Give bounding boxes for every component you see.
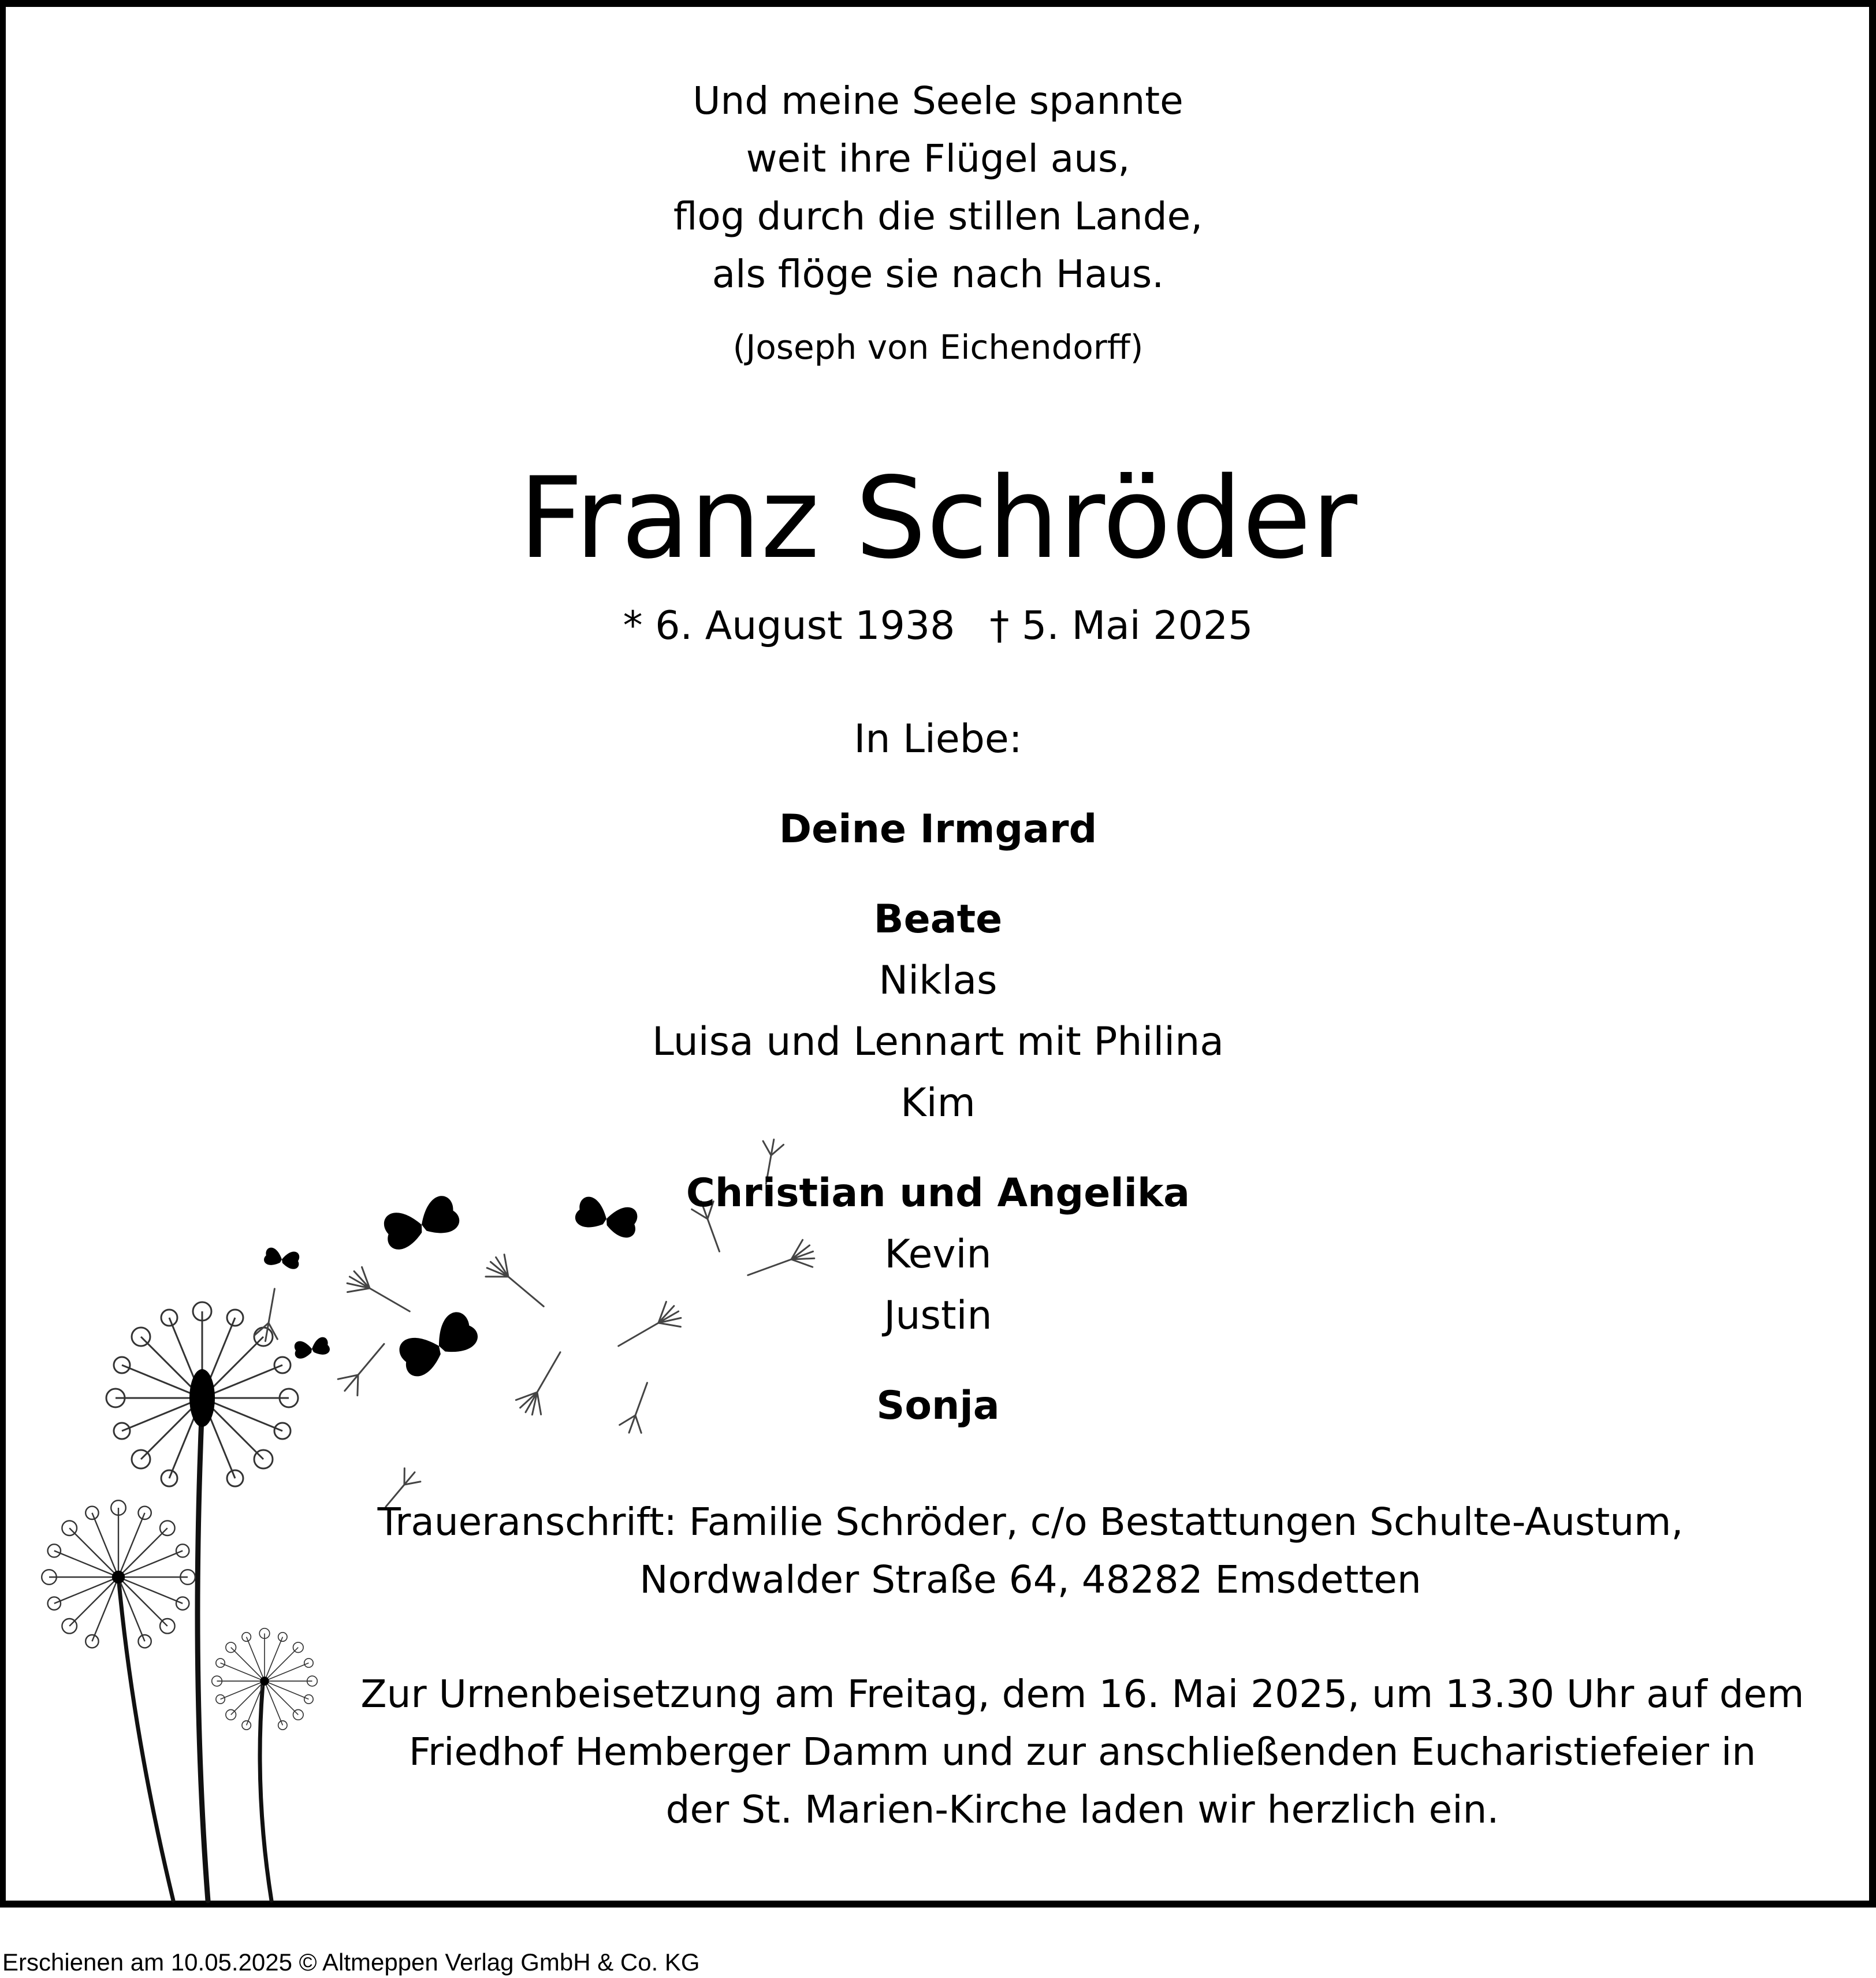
mourner-name: Niklas [879, 958, 997, 1003]
poem-author: (Joseph von Eichendorff) [732, 328, 1144, 367]
poem-line: als flöge sie nach Haus. [712, 252, 1164, 296]
ceremony-info: der St. Marien-Kirche laden wir herzlich ein. [665, 1787, 1499, 1832]
mourner-name: Deine Irmgard [779, 806, 1097, 852]
poem-line: flog durch die stillen Lande, [673, 194, 1203, 239]
mourner-name: Christian und Angelika [686, 1170, 1190, 1216]
publication-footer: Erschienen am 10.05.2025 © Altmeppen Verlag GmbH & Co. KG [2, 1949, 700, 1976]
poem-line: weit ihre Flügel aus, [746, 136, 1130, 181]
ceremony-info: Friedhof Hemberger Damm und zur anschließenden Eucharistiefeier in [408, 1730, 1756, 1774]
mourner-name: Beate [873, 897, 1003, 942]
mourners-intro: In Liebe: [854, 716, 1022, 762]
poem-line: Und meine Seele spannte [693, 79, 1183, 123]
butterfly-icon [293, 1336, 330, 1359]
mourner-name: Kevin [884, 1232, 992, 1277]
birth-date: * 6. August 1938 [623, 603, 955, 649]
mourner-name: Luisa und Lennart mit Philina [652, 1019, 1224, 1065]
deceased-name: Franz Schröder [519, 453, 1357, 583]
condolence-address: Nordwalder Straße 64, 48282 Emsdetten [639, 1557, 1421, 1602]
life-dates [0, 603, 1876, 649]
condolence-address: Traueranschrift: Familie Schröder, c/o Bestattungen Schulte-Austum, [377, 1500, 1684, 1544]
death-date: † 5. Mai 2025 [989, 603, 1253, 649]
mourner-name: Sonja [876, 1383, 1000, 1429]
ceremony-info: Zur Urnenbeisetzung am Freitag, dem 16. Mai 2025, um 13.30 Uhr auf dem [360, 1672, 1804, 1716]
mourner-name: Justin [884, 1293, 992, 1339]
mourner-name: Kim [900, 1080, 976, 1126]
